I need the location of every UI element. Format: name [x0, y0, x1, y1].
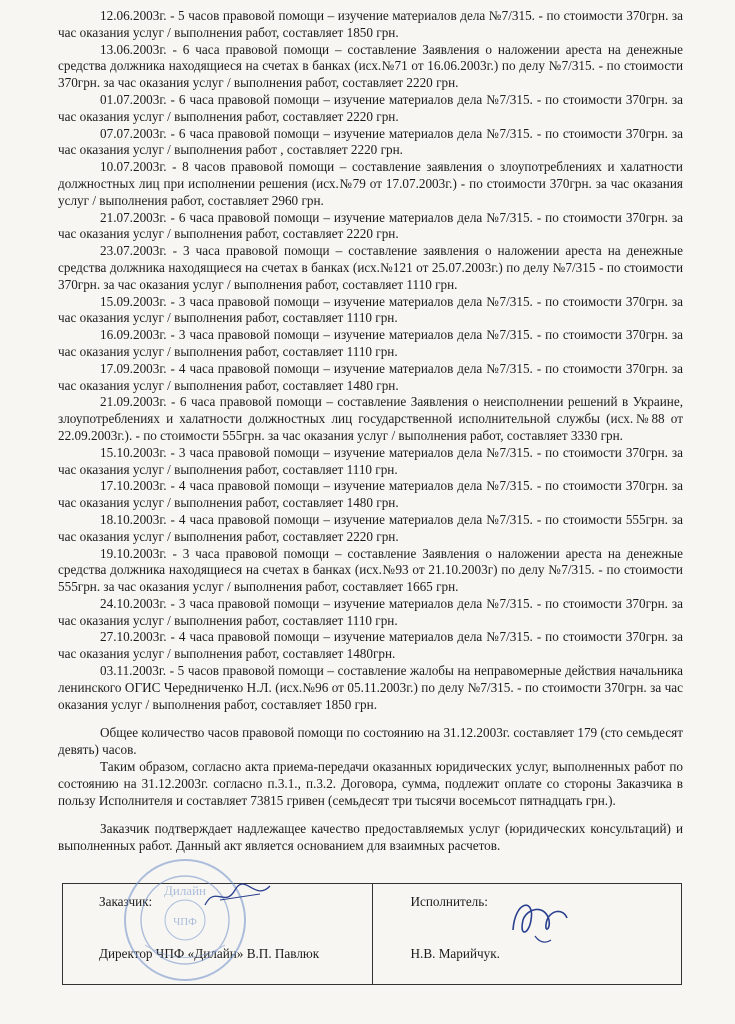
service-entry: 16.09.2003г. - 3 часа правовой помощи – изучение материалов дела №7/315. - по стоимости 370грн. за час оказания услуг / выполнения работ, составляет 1110 грн.	[58, 327, 683, 359]
service-entry: 07.07.2003г. - 6 часа правовой помощи – изучение материалов дела №7/315. - по стоимости 370грн. за час оказания услуг / выполнения работ , составляет 2220 грн.	[58, 125, 683, 158]
service-entry: 10.07.2003г. - 8 часов правовой помощи – составление заявления о злоупотреблениях и халатности должностных лиц при исполнении решения (исх.№79 от 17.07.2003г.) - по стоимости 370грн. за час оказания услуг / выполнения работ, составляет 2960 грн.	[58, 159, 683, 208]
customer-signature-cell	[63, 884, 373, 985]
service-entry: 24.10.2003г. - 3 часа правовой помощи – изучение материалов дела №7/315. - по стоимости 370грн. за час оказания услуг / выполнения работ, составляет 1110 грн.	[58, 595, 683, 628]
service-entry: 19.10.2003г. - 3 часа правовой помощи – составление Заявления о наложении ареста на денежные средства должника находящиеся на счетах в банках (исх.№93 от 21.10.2003г) по делу №7/315. - по стоимости 555грн. за час оказания услуг / выполнения работ, составляет 1665 грн.	[58, 545, 683, 595]
service-entry: 12.06.2003г. - 5 часов правовой помощи – изучение материалов дела №7/315. - по стоимости 370грн. за час оказания услуг / выполнения работ, составляет 1850 грн.	[58, 8, 683, 40]
stamp-text-inner: ЧПФ	[173, 916, 197, 928]
service-entry: 21.07.2003г. - 6 часа правовой помощи – изучение материалов дела №7/315. - по стоимости 370грн. за час оказания услуг / выполнения работ, составляет 2220 грн.	[58, 209, 683, 242]
service-entry: 18.10.2003г. - 4 часа правовой помощи – изучение материалов дела №7/315. - по стоимости 555грн. за час оказания услуг / выполнения работ, составляет 2220 грн.	[58, 511, 683, 544]
service-entry: 17.09.2003г. - 4 часа правовой помощи – изучение материалов дела №7/315. - по стоимости 370грн. за час оказания услуг / выполнения работ, составляет 1480 грн.	[58, 360, 683, 393]
service-entry: 01.07.2003г. - 6 часа правовой помощи – изучение материалов дела №7/315. - по стоимости 370грн. за час оказания услуг / выполнения работ, составляет 2220 грн.	[58, 91, 683, 124]
customer-label: Заказчик:	[99, 894, 153, 909]
service-entry: 17.10.2003г. - 4 часа правовой помощи – изучение материалов дела №7/315. - по стоимости 370грн. за час оказания услуг / выполнения работ, составляет 1480 грн.	[58, 478, 683, 511]
service-entry: 15.09.2003г. - 3 часа правовой помощи – изучение материалов дела №7/315. - по стоимости 370грн. за час оказания услуг / выполнения работ, составляет 1110 грн.	[58, 293, 683, 326]
service-entry: 13.06.2003г. - 6 часа правовой помощи – составление Заявления о наложении ареста на денежные средства должника находящиеся на счетах в банках (исх.№71 от 16.06.2003г.) по делу №7/315. - по стоимости 370грн. за час оказания услуг / выполнения работ, составляет 2220 грн.	[58, 41, 683, 91]
executor-name: Н.В. Марийчук.	[410, 946, 500, 961]
signature-table	[62, 883, 682, 985]
executor-label: Исполнитель:	[410, 894, 488, 909]
stamp-text-top: Дилайн	[164, 883, 206, 898]
service-entry: 03.11.2003г. - 5 часов правовой помощи – составление жалобы на неправомерные действия начальника ленинского ОГИС Чередниченко Н.Л. (исх.№96 от 05.11.2003г.) по делу №7/315. - по стоимости 370грн. за час оказания услуг / выполнения работ, составляет 1850 грн.	[58, 663, 683, 712]
service-entry: 23.07.2003г. - 3 часа правовой помощи – составление заявления о наложении ареста на денежные средства должника находящиеся на счетах в банках (исх.№121 от 25.07.2003г.) по делу №7/315 - по стоимости 370грн. за час оказания услуг / выполнения работ, составляет 1110 грн.	[58, 243, 683, 292]
service-entry: 15.10.2003г. - 3 часа правовой помощи – изучение материалов дела №7/315. - по стоимости 370грн. за час оказания услуг / выполнения работ, составляет 1110 грн.	[58, 444, 683, 477]
total-hours-paragraph: Общее количество часов правовой помощи по состоянию на 31.12.2003г. составляет 179 (сто семьдесят девять) часов.	[58, 725, 683, 758]
customer-name: Директор ЧПФ «Дилайн» В.П. Павлюк	[99, 946, 320, 961]
service-entry: 21.09.2003г. - 6 часа правовой помощи – составление Заявления о неисполнении решений в Украине, злоупотреблениях и халатности должностных лиц государственной исполнительной службы (исх.№88 от 22.09.2003г.). - по стоимости 555грн. за час оказания услуг / выполнения работ, составляет 3330 грн.	[58, 394, 683, 443]
confirmation-paragraph: Заказчик подтверждает надлежащее качество предоставляемых услуг (юридических консультаций) и выполненных работ. Данный акт является основанием для взаимных расчетов.	[58, 821, 683, 854]
document-body	[58, 8, 683, 855]
service-entry: 27.10.2003г. - 4 часа правовой помощи – изучение материалов дела №7/315. - по стоимости 370грн. за час оказания услуг / выполнения работ, составляет 1480грн.	[58, 629, 683, 662]
payment-paragraph: Таким образом, согласно акта приема-передачи оказанных юридических услуг, выполненных работ по состоянию на 31.12.2003г. согласно п.3.1., п.3.2. Договора, сумма, подлежит оплате со стороны Заказчика в пользу Исполнителя и составляет 73815 гривен (семьдесят три тысячи восемьсот пятнадцать грн.).	[58, 759, 683, 808]
executor-signature-cell	[372, 884, 682, 985]
